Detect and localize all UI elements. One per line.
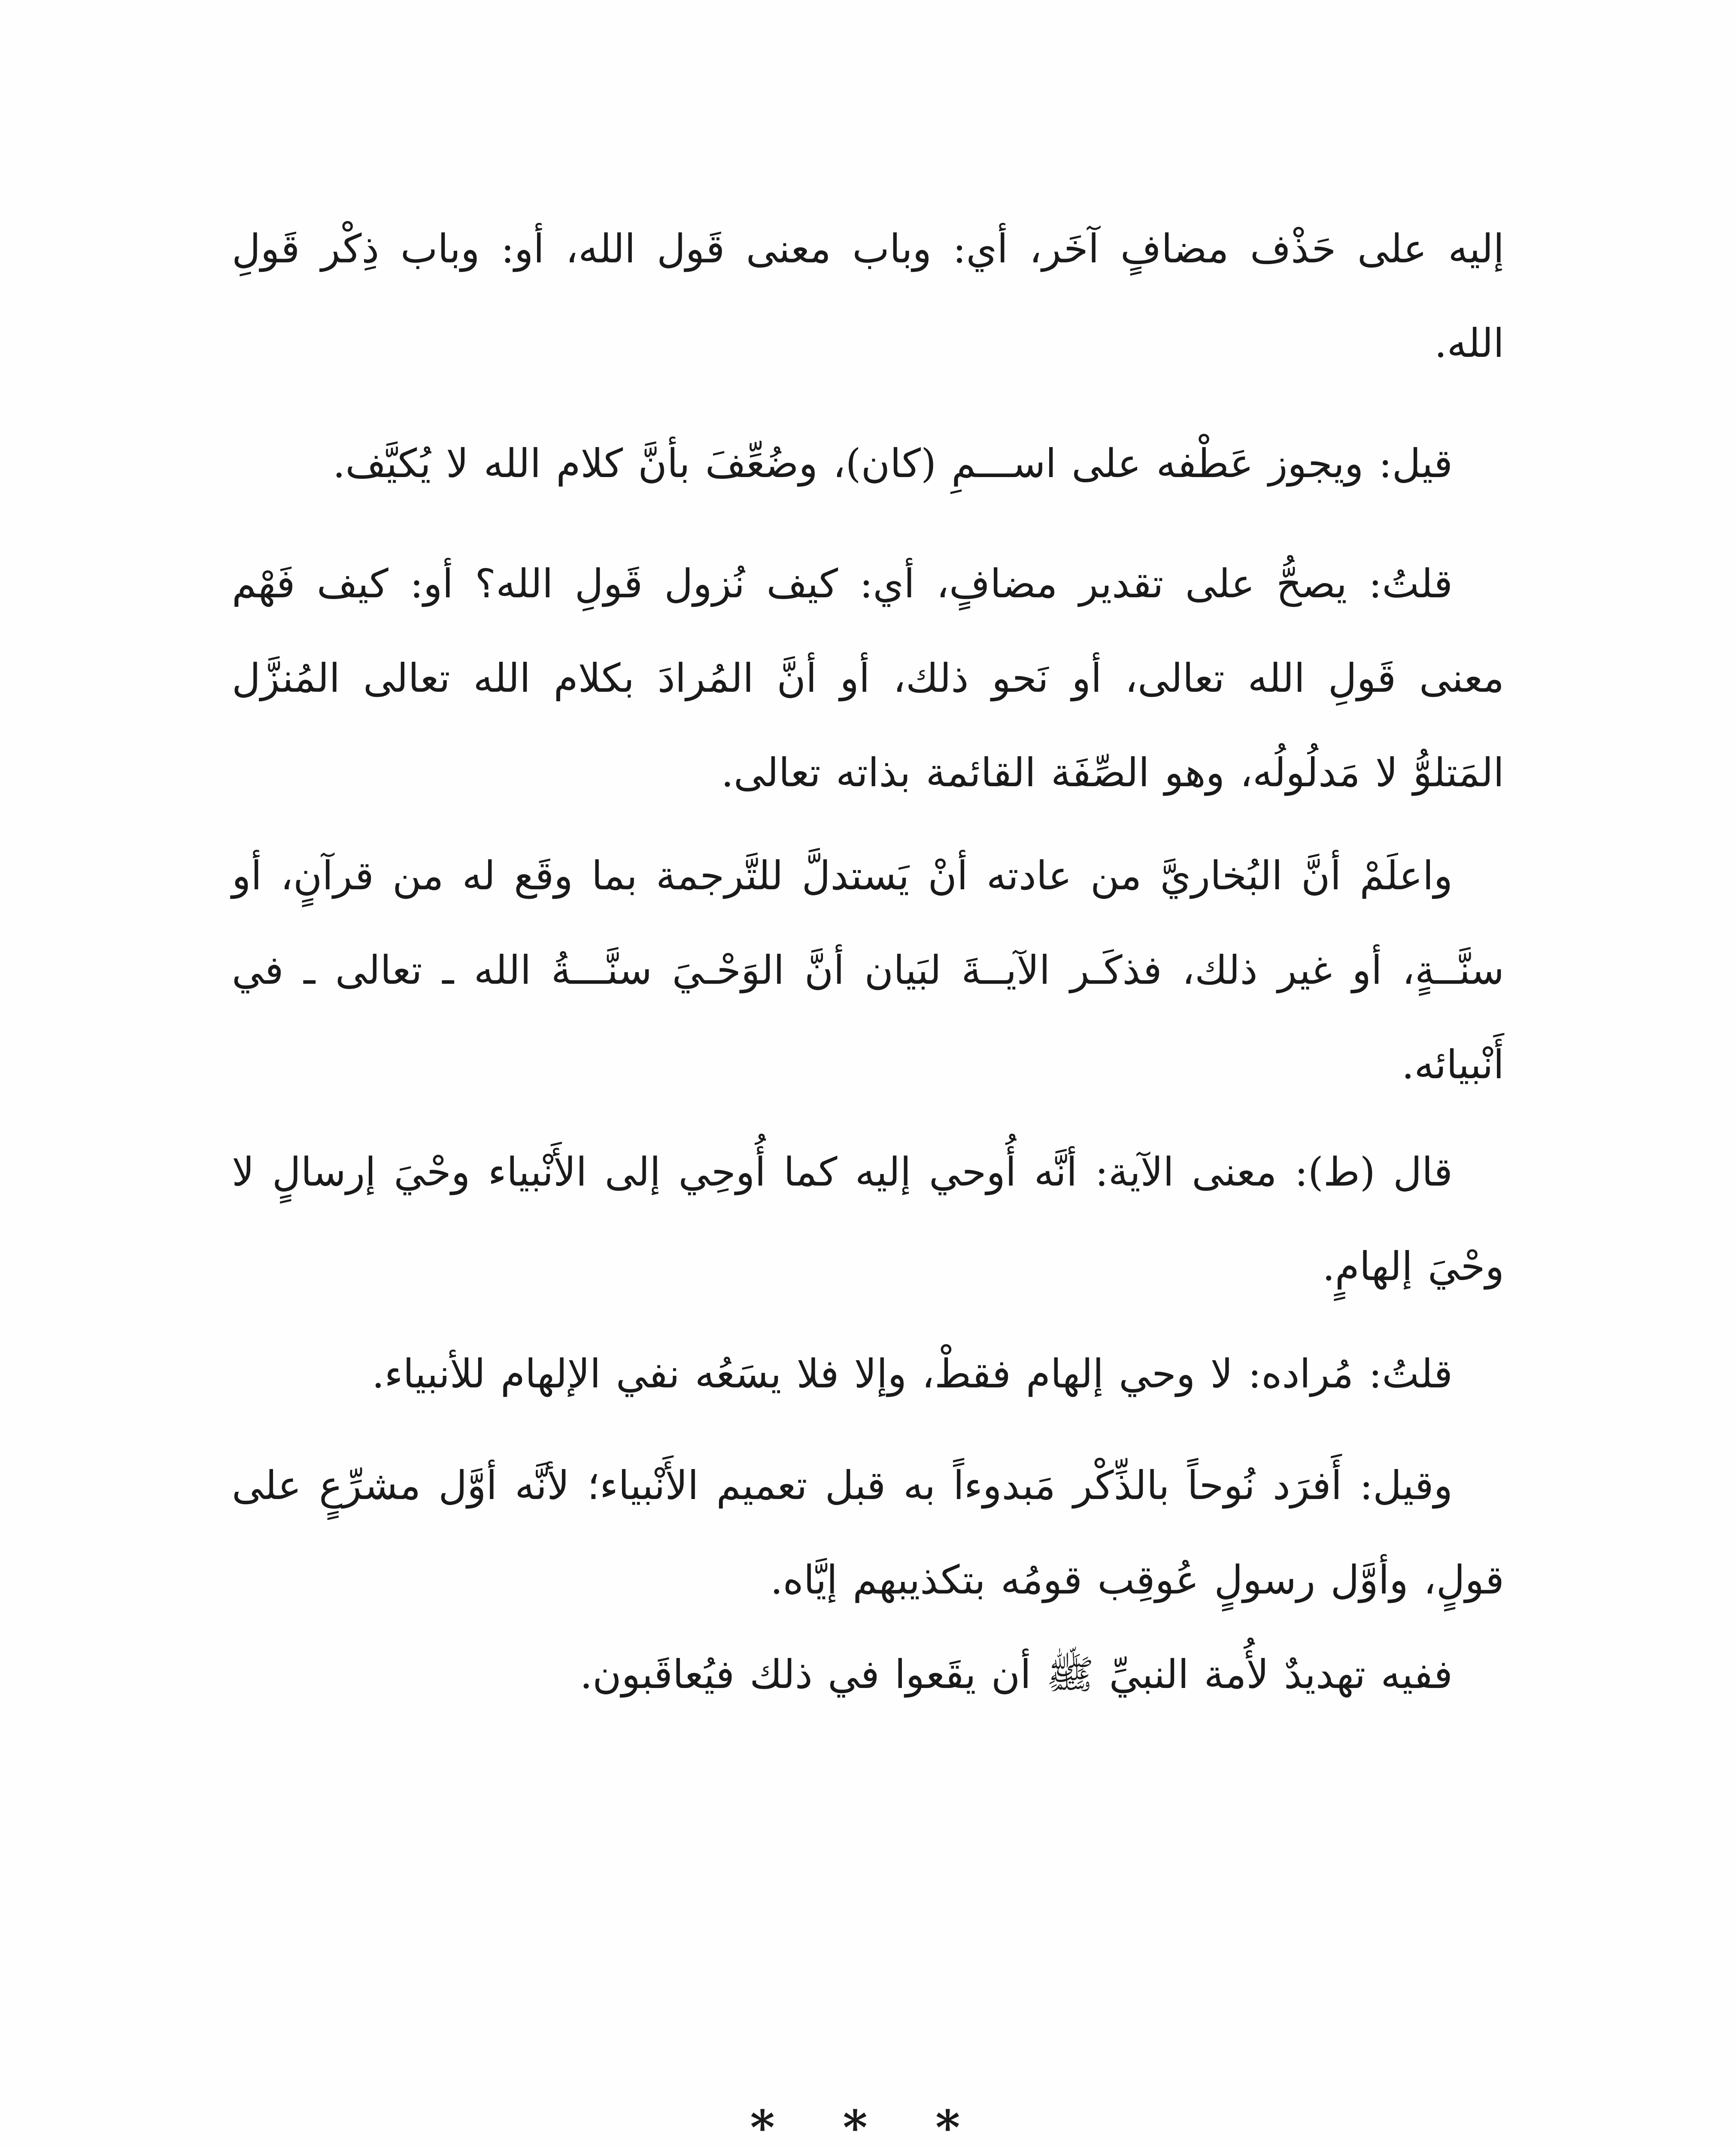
paragraph-wa-alam: واعلَمْ أنَّ البُخاريَّ من عادته أنْ يَستدلَّ للتَّرجمة بما وقَع له من قرآنٍ، أو سنَّــةٍ، أو غير ذلك، فذكَـر الآيــةَ لبَيان أنَّ الوَحْـيَ سنَّـــةُ الله ـ تعالى ـ في أَنْبيائه. bbox=[232, 853, 1504, 1088]
paragraph-wa-qila: وقيل: أَفرَد نُوحاً بالذِّكْر مَبدوءاً به قبل تعميم الأَنْبياء؛ لأنَّه أوَّل مشرِّعٍ على قولٍ، وأوَّل رسولٍ عُوقِب قومُه بتكذيبهم إيَّاه. bbox=[232, 1463, 1504, 1603]
paragraph-qala-ta: قال (ط): معنى الآية: أنَّه أُوحي إليه كما أُوحِي إلى الأَنْبياء وحْيَ إرسالٍ لا وحْيَ إلهامٍ. bbox=[232, 1149, 1504, 1289]
paragraph-qultu-2: قلتُ: مُراده: لا وحي إلهام فقطْ، وإلا فلا يسَعُه نفي الإلهام للأنبياء. bbox=[372, 1351, 1453, 1397]
paragraph-qila: قيل: ويجوز عَطْفه على اســـمِ (كان)، وضُعِّفَ بأنَّ كلام الله لا يُكيَّف. bbox=[333, 441, 1453, 487]
body-text bbox=[232, 202, 1504, 1722]
paragraph-fafihi: ففيه تهديدٌ لأُمة النبيِّ ﷺ أن يقَعوا في ذلك فيُعاقَبون. bbox=[580, 1651, 1453, 1697]
paragraph-qultu-1: قلتُ: يصحُّ على تقدير مضافٍ، أي: كيف نُزول قَولِ الله؟ أو: كيف فَهْم معنى قَولِ الله تعالى، أو نَحو ذلك، أو أنَّ المُرادَ بكلام الله تعالى المُنزَّل المَتلوُّ لا مَدلُولُه، وهو الصِّفَة القائمة بذاته تعالى. bbox=[232, 561, 1504, 796]
paragraph-continuation: إليه على حَذْف مضافٍ آخَر، أي: وباب معنى قَول الله، أو: وباب ذِكْر قَولِ الله. bbox=[232, 226, 1504, 366]
section-separator: * * * bbox=[750, 2100, 986, 2147]
